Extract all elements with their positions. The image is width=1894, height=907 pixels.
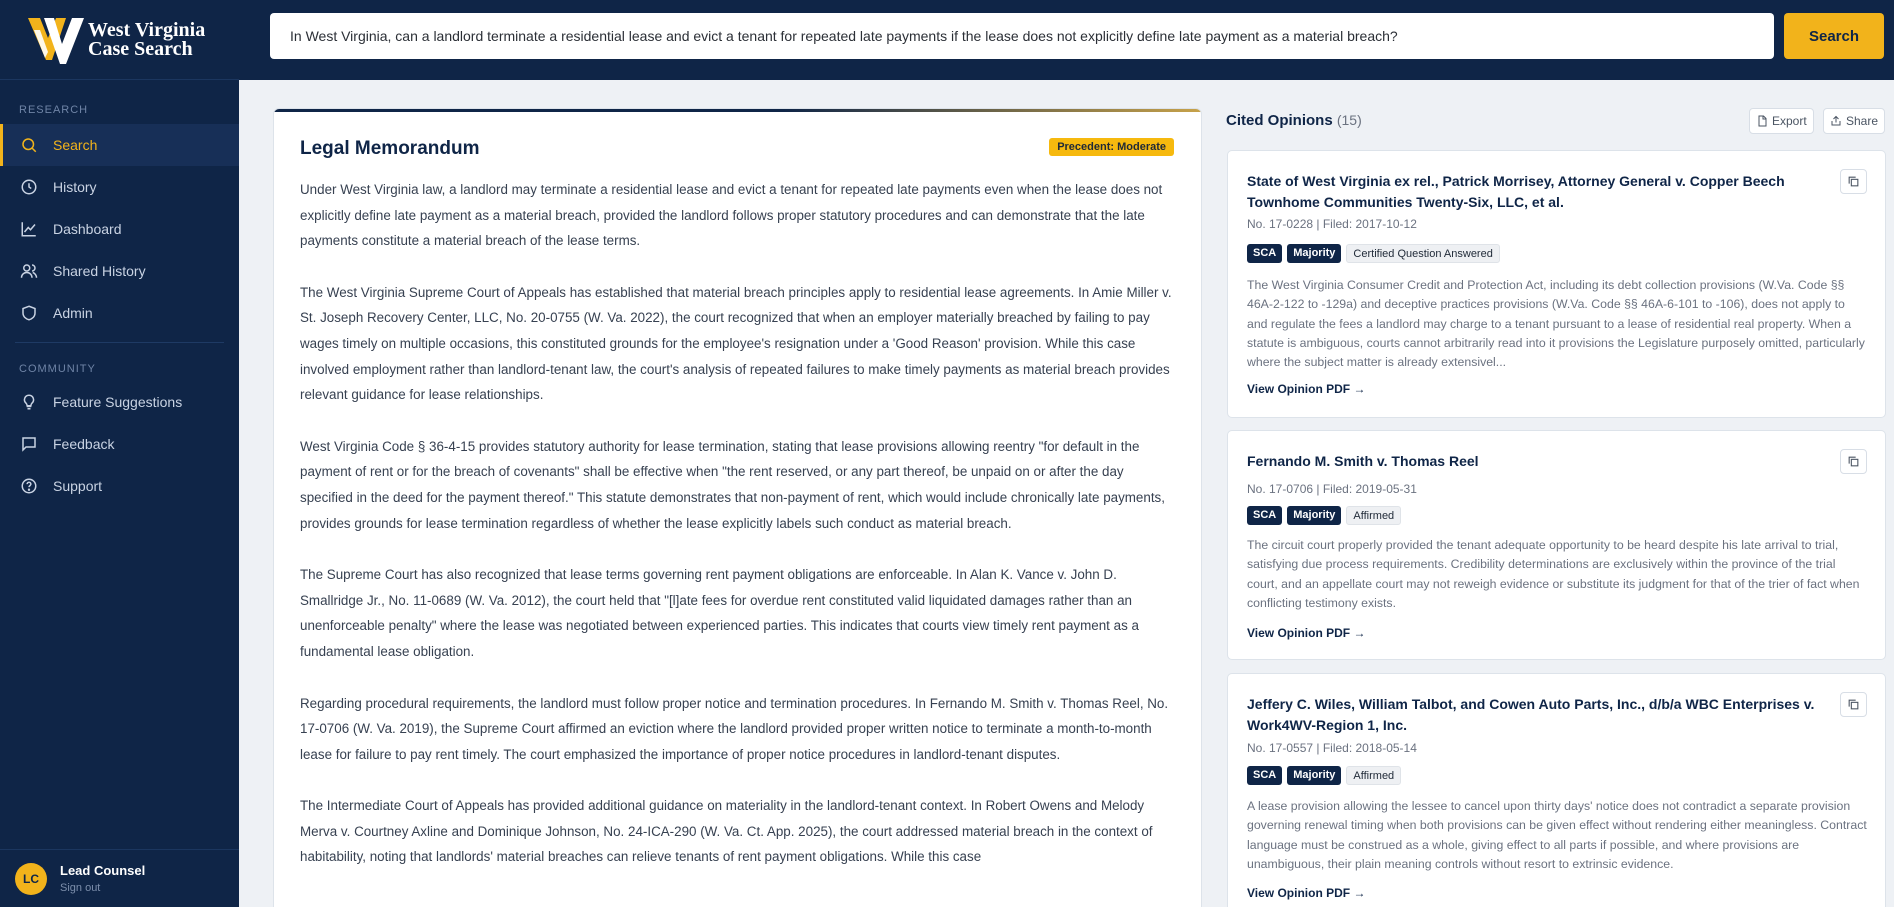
section-title-research: RESEARCH [19,104,89,116]
sidebar-item-admin[interactable] [0,292,239,334]
disposition-badge: Affirmed [1346,766,1401,785]
lightbulb-icon [19,392,39,412]
sidebar [0,0,239,907]
sidebar-item-label: Support [53,478,103,494]
disposition-badge: Certified Question Answered [1346,244,1499,263]
opinion-type-badge: Majority [1287,506,1341,525]
avatar[interactable]: LC [15,863,47,895]
share-label: Share [1846,114,1879,128]
opinion-title[interactable]: Fernando M. Smith v. Thomas Reel [1247,453,1479,469]
memo-paragraph: The Intermediate Court of Appeals has provided additional guidance on materiality in the landlord-tenant context. In Robert Owens and Melody Merva v. Courtney Axline and Dominique Johnson, No. 24-ICA-290 (W. Va. Ct. App. 2025), the court addressed material breach in the context of habitability, noting that landlords' material breaches can relieve tenants of rent payment obligations. While this case [300,798,1153,865]
opinion-badges [1247,766,1401,785]
opinion-summary: The West Virginia Consumer Credit and Protection Act, including its debt collection provisions (W.Va. Code §§ 46A-2-122 to -129a) and deceptive practices provisions (W.Va. Code §§ 46A-6-101 to -106), does not apply to and regulate the fees a landlord may charge to a tenant pursuant to a lease of residential real property. When a statute is ambiguous, courts cannot arbitrarily read into it provisions the Legislature purposely omitted, particularly where the subject matter is already extensivel... [1247,278,1865,370]
sign-out-link[interactable]: Sign out [60,882,101,894]
copy-button[interactable] [1840,692,1867,717]
sidebar-divider [15,342,224,343]
copy-button[interactable] [1840,169,1867,194]
sidebar-item-label: Feedback [53,436,115,452]
opinion-meta: No. 17-0706 | Filed: 2019-05-31 [1247,482,1417,496]
copy-icon [1847,175,1860,188]
search-icon [19,135,39,155]
sidebar-item-label: Shared History [53,263,146,279]
memo-paragraph: The West Virginia Supreme Court of Appeals has established that material breach principles apply to residential lease agreements. In Amie Miller v. St. Joseph Recovery Center, LLC, No. 20-0755 (W. Va. 2022), the court recognized that when an employer materially breached by failing to pay wages timely on multiple occasions, this constituted grounds for the employee's resignation under a 'Good Reason' provision. While this case involved employment rather than landlord-tenant law, the court's analysis of repeated failures to make timely payments as material breach provides relevant guidance for lease relationships. [300,284,1172,403]
export-button[interactable] [1749,108,1814,134]
top-bar [239,0,1894,80]
memo-paragraph: The Supreme Court has also recognized that lease terms governing rent payment obligations are enforceable. In Alan K. Vance v. John D. Smallridge Jr., No. 11-0689 (W. Va. 2012), the court held that "[l]ate fees for overdue rent constituted valid liquidated damages rather than an unenforceable penalty" where the lease was negotiated between experienced parties. This indicates that courts view timely rent payment as a fundamental lease obligation. [300,567,1139,659]
chart-icon [19,219,39,239]
brand-name [88,18,206,60]
sidebar-item-label: Search [53,137,98,153]
precedent-badge: Precedent: Moderate [1049,138,1174,156]
sidebar-item-feature-suggestions[interactable] [0,381,239,423]
memo-accent-bar [274,109,1201,112]
export-label: Export [1772,114,1807,128]
opinion-card [1227,430,1886,660]
memo-paragraph: West Virginia Code § 36-4-15 provides statutory authority for lease termination, stating that lease provisions allowing reentry "for default in the payment of rent or for the breach of covenants" shall be effective when "the rent reserved, or any part thereof, be unpaid on or after the day specified in the deed for the payment thereof." This statute demonstrates that non-payment of rent, which would include chronically late payments, provides grounds for lease termination regardless of whether the lease explicitly labels such conduct as material breach. [300,438,1165,531]
memo-title: Legal Memorandum [300,138,480,159]
opinion-card [1227,150,1886,418]
sidebar-item-feedback[interactable] [0,423,239,465]
view-opinion-pdf-link[interactable]: View Opinion PDF → [1247,626,1366,640]
document-icon [1756,115,1768,127]
opinion-badges [1247,244,1500,263]
section-title-community: COMMUNITY [19,363,96,375]
view-opinion-pdf-link[interactable]: View Opinion PDF → [1247,382,1366,396]
brand-line-1: West Virginia [88,18,206,41]
copy-button[interactable] [1840,449,1867,474]
sidebar-item-label: Feature Suggestions [53,394,183,410]
user-name: Lead Counsel [60,863,146,878]
opinion-title[interactable]: State of West Virginia ex rel., Patrick Morrisey, Attorney General v. Copper Beech Townhome Communities Twenty-Six, LLC, et al. [1247,173,1785,210]
sidebar-item-search[interactable] [0,124,239,166]
wv-logo-icon [26,14,86,66]
opinion-meta: No. 17-0557 | Filed: 2018-05-14 [1247,741,1417,755]
brand-logo[interactable] [0,0,239,80]
sidebar-item-support[interactable] [0,465,239,507]
help-icon [19,476,39,496]
opinion-title[interactable]: Jeffery C. Wiles, William Talbot, and Cowen Auto Parts, Inc., d/b/a WBC Enterprises v. Work4WV-Region 1, Inc. [1247,696,1815,733]
copy-icon [1847,698,1860,711]
memo-paragraph: Under West Virginia law, a landlord may terminate a residential lease and evict a tenant for repeated late payments even when the lease does not explicitly define late payment as a material breach, provided the landlord follows proper statutory procedures and can demonstrate that the late payments constitute a material breach of the lease terms. [300,182,1163,249]
copy-icon [1847,455,1860,468]
clock-icon [19,177,39,197]
cited-opinions-title: Cited Opinions [1226,112,1333,129]
memo-paragraph: Regarding procedural requirements, the landlord must follow proper notice and termination procedures. In Fernando M. Smith v. Thomas Reel, No. 17-0706 (W. Va. 2019), the Supreme Court affirmed an eviction where the landlord provided proper written notice to terminate a month-to-month lease for failure to pay rent timely. The court emphasized the importance of proper notice procedures in landlord-tenant disputes. [300,695,1169,762]
search-input[interactable] [270,13,1774,59]
opinion-type-badge: Majority [1287,244,1341,263]
opinion-type-badge: Majority [1287,766,1341,785]
share-icon [1830,115,1842,127]
sidebar-item-shared-history[interactable] [0,250,239,292]
court-badge: SCA [1247,506,1282,525]
memo-body [300,177,1178,896]
user-info [60,863,145,894]
view-opinion-pdf-link[interactable]: View Opinion PDF → [1247,886,1366,900]
opinion-card [1227,673,1886,907]
sidebar-item-history[interactable] [0,166,239,208]
court-badge: SCA [1247,244,1282,263]
sidebar-item-label: Dashboard [53,221,122,237]
opinion-summary: The circuit court properly provided the tenant adequate opportunity to be heard despite his late arrival to trial, satisfying due process requirements. Credibility determinations are exclusively within the province of the trial court, and an appellate court may not reweigh evidence or substitute its judgment for that of the trier of fact when conflicting testimony exists. [1247,538,1860,610]
shield-icon [19,303,39,323]
users-icon [19,261,39,281]
message-icon [19,434,39,454]
search-button[interactable]: Search [1784,13,1884,59]
opinion-summary: A lease provision allowing the lessee to cancel upon thirty days' notice does not contradict a separate provision governing renewal timing when both provisions can be given effect without rendering either meaningless. Contract language must be construed as a whole, giving effect to all parts if possible, and where provisions are unambiguous, their plain meaning controls without resort to extrinsic evidence. [1247,799,1867,871]
user-panel [0,849,239,907]
sidebar-item-dashboard[interactable] [0,208,239,250]
disposition-badge: Affirmed [1346,506,1401,525]
cited-opinions-header [1226,112,1362,129]
sidebar-item-label: Admin [53,305,93,321]
opinion-meta: No. 17-0228 | Filed: 2017-10-12 [1247,217,1417,231]
sidebar-item-label: History [53,179,97,195]
cited-opinions-count: (15) [1336,112,1362,128]
opinion-badges [1247,506,1401,525]
brand-line-2: Case Search [88,37,193,60]
court-badge: SCA [1247,766,1282,785]
legal-memorandum-card [273,108,1202,907]
share-button[interactable] [1823,108,1885,134]
